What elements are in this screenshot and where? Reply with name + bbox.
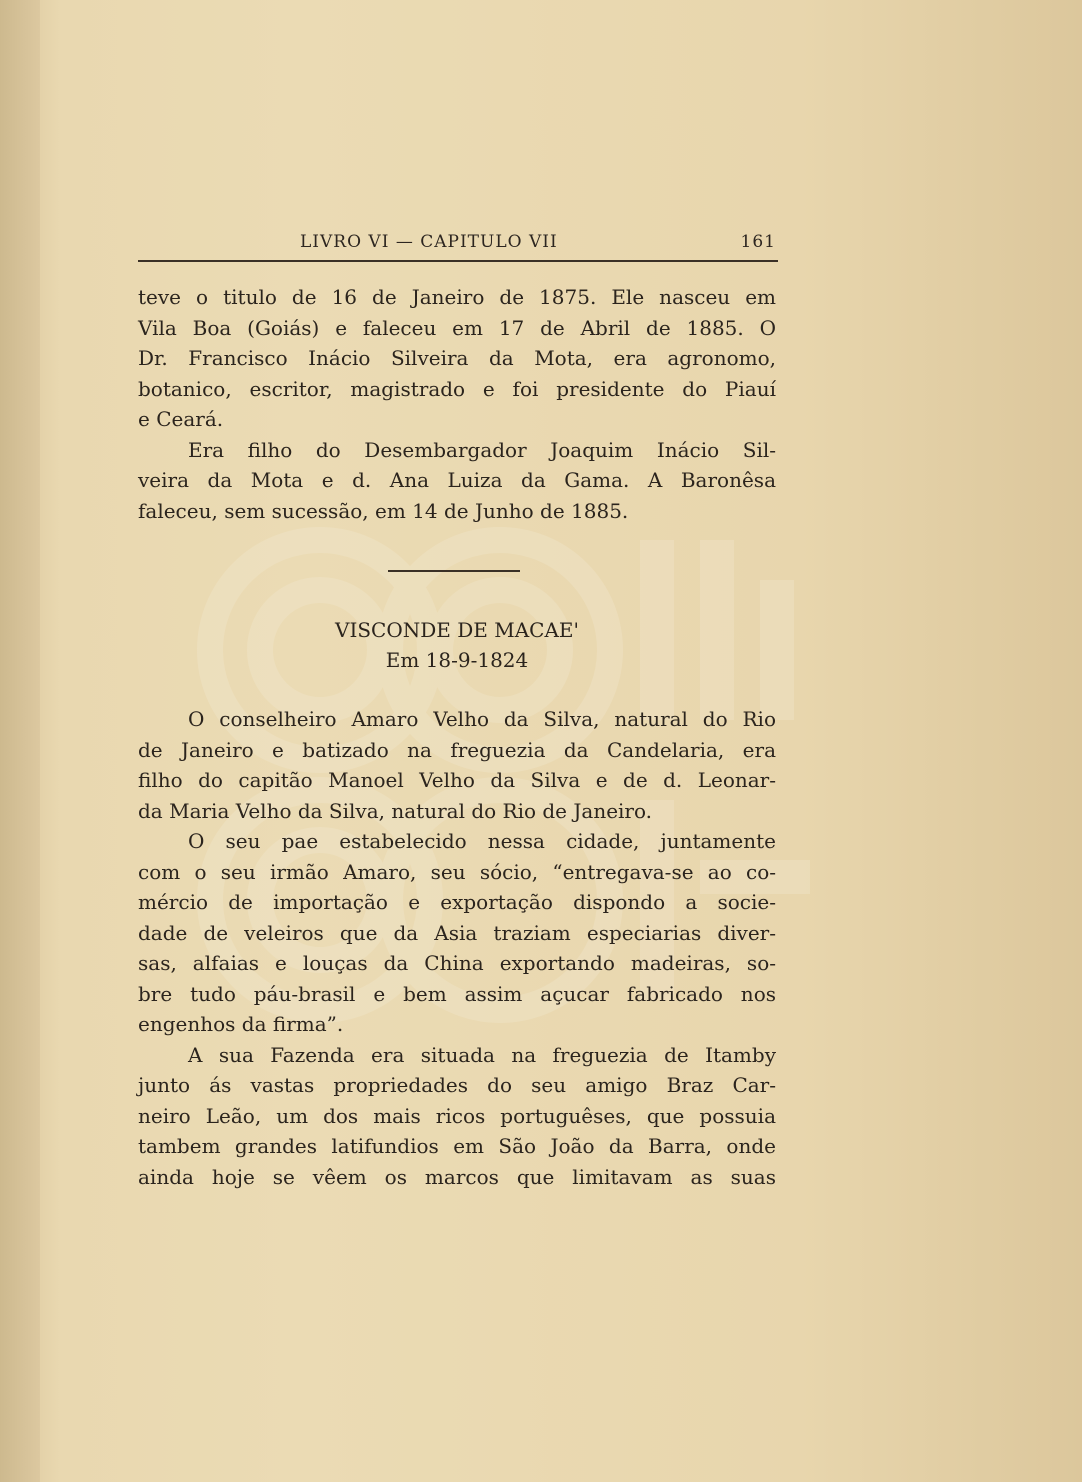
text-line: engenhos da firma”.	[138, 1012, 344, 1036]
text-line: Dr. Francisco Inácio Silveira da Mota, era agronomo,	[138, 346, 776, 370]
text-line: A sua Fazenda era situada na freguezia de Itamby	[188, 1042, 776, 1067]
section-date: Em 18-9-1824	[385, 648, 529, 672]
text-line: Era filho do Desembargador Joaquim Inácio Sil-	[188, 437, 776, 462]
text-line: dade de veleiros que da Asia traziam especiarias diver-	[138, 920, 776, 945]
running-header	[138, 230, 778, 262]
text-line: botanico, escritor, magistrado e foi presidente do Piauí	[138, 376, 776, 401]
text-line: da Maria Velho da Silva, natural do Rio de Janeiro.	[138, 798, 653, 823]
section-divider	[388, 570, 520, 572]
paragraph	[138, 1040, 776, 1193]
text-line: bre tudo páu-brasil e bem assim açucar fabricado nos	[138, 981, 776, 1006]
paragraph	[138, 282, 776, 435]
paragraph	[138, 435, 776, 527]
text-line: mércio de importação e exportação dispondo a socie-	[138, 890, 776, 914]
text-line: teve o titulo de 16 de Janeiro de 1875. Ele nasceu em	[138, 285, 776, 309]
text-line: com o seu irmão Amaro, seu sócio, “entregava-se ao co-	[138, 859, 776, 884]
paragraph	[138, 704, 776, 826]
text-line: O conselheiro Amaro Velho da Silva, natural do Rio	[188, 707, 776, 731]
text-line: neiro Leão, um dos mais ricos portuguêses, que possuia	[138, 1103, 776, 1128]
text-block-top	[138, 282, 776, 526]
text-block-bottom	[138, 704, 776, 1192]
text-line: sas, alfaias e louças da China exportando madeiras, so-	[138, 951, 776, 975]
page-number: 161	[740, 232, 776, 252]
running-header-title: LIVRO VI — CAPITULO VII	[300, 232, 558, 252]
text-line: faleceu, sem sucessão, em 14 de Junho de 1885.	[138, 498, 629, 523]
text-line: ainda hoje se vêem os marcos que limitavam as suas	[138, 1164, 776, 1189]
text-line: veira da Mota e d. Ana Luiza da Gama. A Baronêsa	[138, 468, 776, 492]
section-title: VISCONDE DE MACAE'	[335, 618, 579, 642]
text-line: O seu pae estabelecido nessa cidade, juntamente	[188, 829, 776, 853]
text-line: de Janeiro e batizado na freguezia da Candelaria, era	[138, 737, 776, 762]
page-binding-edge	[0, 0, 40, 1482]
text-line: e Ceará.	[138, 407, 224, 431]
text-line: tambem grandes latifundios em São João da Barra, onde	[138, 1134, 776, 1158]
paragraph	[138, 826, 776, 1040]
text-line: Vila Boa (Goiás) e faleceu em 17 de Abril de 1885. O	[138, 315, 776, 340]
text-line: filho do capitão Manoel Velho da Silva e de d. Leonar-	[138, 768, 776, 792]
text-line: junto ás vastas propriedades do seu amigo Braz Car-	[138, 1073, 776, 1097]
